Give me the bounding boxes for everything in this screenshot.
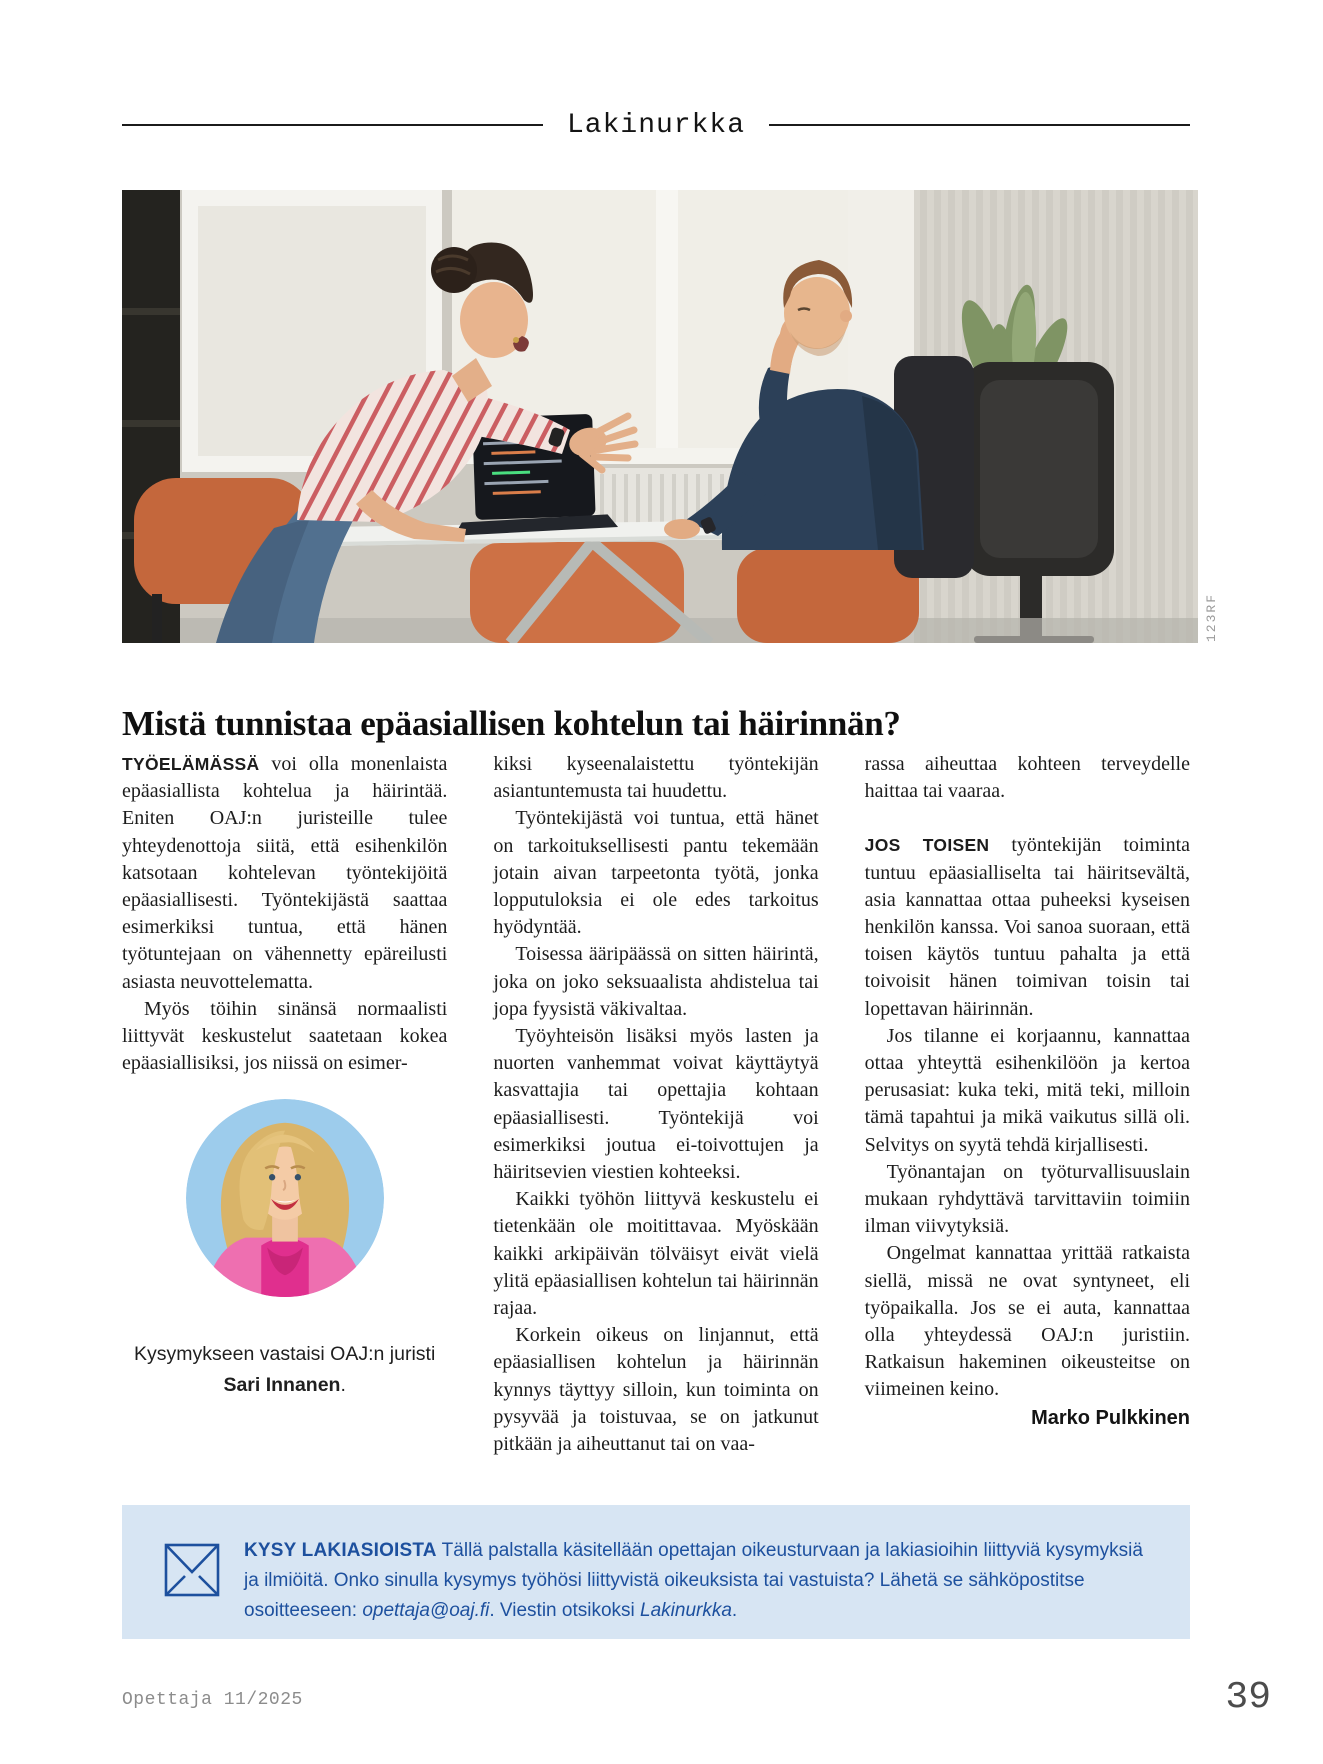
paragraph [122, 751, 447, 996]
caption-text: Kysymykseen vastaisi OAJ:n juristi [134, 1343, 436, 1366]
section-title: Lakinurkka [566, 109, 746, 141]
infobox-body-2: . Viestin otsikoksi [489, 1600, 641, 1621]
section-header [122, 103, 1190, 147]
paragraph: Työyhteisön lisäksi myös lasten ja nuorten vanhemmat voivat käyttäytyä kasvattajia tai opettajia kohtaan epäasiallisesti. Työntekijä voi esimerkiksi joutua ei-toivottujen ja häiritsevien viestien kohteeksi. [493, 1025, 819, 1184]
paragraph: Myös töihin sinänsä normaalisti liittyvät keskustelut saatetaan kokea epäasiallisiksi, jos niissä on esimer- [122, 997, 448, 1075]
footer-issue: Opettaja 11/2025 [122, 1690, 303, 1710]
column-3 [865, 751, 1190, 1458]
office-scene-illustration [122, 190, 1198, 643]
paragraph: Korkein oikeus on linjannut, että epäasiallisen kohtelun ja häirinnän kynnys täyttyy silloin, kun toiminta on pysyvää ja toistuvaa, se on jatkunut pitkään ja aiheuttanut tai on vaa- [493, 1324, 819, 1456]
paragraph: rassa aiheuttaa kohteen terveydelle haittaa tai vaaraa. [864, 753, 1190, 803]
paragraph-lead: TYÖELÄMÄSSÄ [122, 754, 260, 774]
portrait-photo [186, 1099, 384, 1297]
envelope-icon [164, 1543, 220, 1597]
portrait-illustration [186, 1099, 384, 1297]
infobox-column-name: Lakinurkka [640, 1600, 732, 1621]
infobox-body-3: . [731, 1600, 738, 1621]
paragraph: Toisessa ääripäässä on sitten häirintä, joka on joko seksuaalista ahdistelua tai jopa fyysistä väkivaltaa. [493, 943, 819, 1020]
paragraph: kiksi kyseenalaistettu työntekijän asiantuntemusta tai huudettu. [493, 753, 819, 803]
caption-name: Sari Innanen [223, 1374, 341, 1397]
paragraph: Jos tilanne ei korjaannu, kannattaa ottaa yhteyttä esihenkilöön ja kertoa perusasiat: kuka teki, mitä teki, milloin tämä tapahtui ja mikä vaikutus sillä oli. Selvitys on syytä tehdä kirjallisesti. [864, 1024, 1190, 1156]
paragraph: Kaikki työhön liittyvä keskustelu ei tietenkään ole moitittavaa. Myöskään kaikki arkipäivän tölväisyt eivät vielä ylitä epäasiallisen kohtelun tai häirinnän rajaa. [493, 1188, 819, 1320]
infobox-text [244, 1505, 1154, 1626]
column-2 [493, 751, 818, 1458]
caption-period: . [340, 1374, 346, 1397]
article-photo [122, 190, 1198, 643]
infobox-email: opettaja@oaj.fi [362, 1600, 490, 1621]
paragraph-text: voi olla monenlaista epäasiallista kohtelua ja häirintää. Eniten OAJ:n juristeille tulee yhteydenottoja siitä, että esihenkilön katsotaan kohtelevan työntekijöitä epäasiallisesti. Työntekijästä saattaa esimerkiksi tuntua, että hänen työtuntejaan on vähennetty epäreilusti asiasta neuvottelematta. [122, 753, 448, 993]
column-1 [122, 751, 447, 1458]
article-byline: Marko Pulkkinen [1031, 1406, 1190, 1429]
paragraph-lead: JOS TOISEN [864, 835, 990, 856]
paragraph: Työnantajan on työturvallisuuslain mukaan ryhdyttävä tarvittaviin toimiin ilman viivytyksiä. [864, 1160, 1190, 1238]
paragraph-text: työntekijän toiminta tuntuu epäasialliselta tai häiritsevältä, asia kannattaa ottaa puheeksi kyseisen henkilön kanssa. Voi sanoa suoraan, että toisen käytös tuntuu pahalta ja että toivoisit hänen toimivan toisin tai lopettavan häirinnän. [864, 834, 1191, 1020]
page-number: 39 [1225, 1676, 1271, 1719]
infobox-body-1: Tällä palstalla käsitellään opettajan oikeusturvaan ja lakiasioihin liittyviä kysymyksiä ja ilmiöitä. Onko sinulla kysymys työhösi liittyvistä oikeuksista tai vastuista? Lähetä se sähköpostitse osoitteeseen: [244, 1540, 1143, 1621]
paragraph [865, 832, 1190, 1022]
paragraph: Ongelmat kannattaa yrittää ratkaista siellä, missä ne ovat syntyneet, eli työpaikalla. Jos se ei auta, kannattaa olla yhteydessä OAJ:n juristiin. Ratkaisun hakeminen oikeusteitse on viimeinen keino. [864, 1242, 1190, 1401]
infobox-lead: KYSY LAKIASIOISTA [244, 1540, 437, 1561]
header-rule-left [122, 124, 543, 126]
article-headline: Mistä tunnistaa epäasiallisen kohtelun tai häirinnän? [122, 704, 901, 744]
photo-credit: 123RF [1204, 592, 1219, 642]
portrait-caption [122, 1339, 447, 1401]
header-rule-right [769, 124, 1190, 126]
infobox [122, 1505, 1190, 1639]
paragraph: Työntekijästä voi tuntua, että hänet on tarkoituksellisesti pantu tekemään jotain aivan tarpeetonta työtä, jonka lopputuloksia ei ole edes tarkoitus hyödyntää. [493, 807, 819, 939]
article-columns [122, 751, 1190, 1458]
